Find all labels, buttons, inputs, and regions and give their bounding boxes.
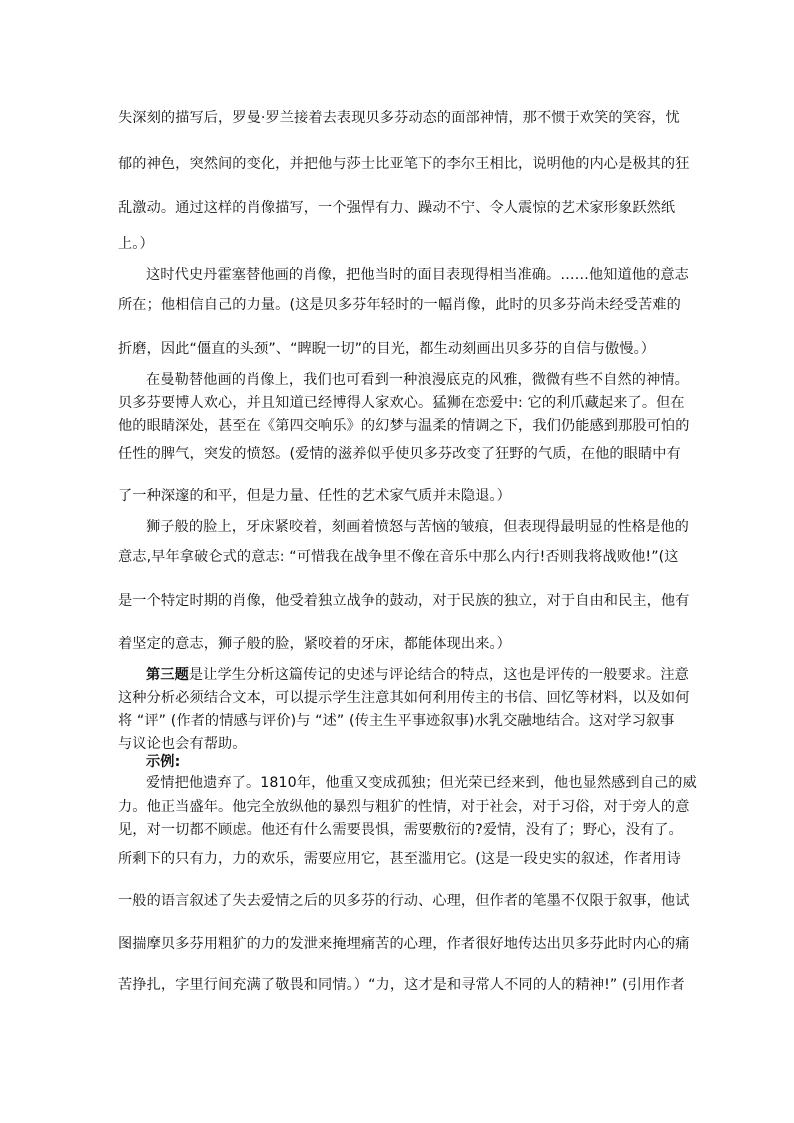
text-line: 将 “评” (作者的情感与评价)与 “述” (传主生平事迹叙事)水乳交融地结合。这对学习叙事 [118,713,675,729]
text-line: 见，对一切都不顾虑。他还有什么需要畏惧，需要敷衍的?爱情，没有了；野心，没有了。 [118,822,683,838]
text-line: 第三题是让学生分析这篇传记的史述与评论结合的特点，这也是评传的一般要求。注意 [146,667,689,683]
text-line: 这时代史丹霍塞替他画的肖像，把他当时的面目表现得相当准确。……他知道他的意志 [146,267,689,283]
text-line: 狮子般的脸上，牙床紧咬着，刻画着愤怒与苦恼的皱痕，但表现得最明显的性格是他的 [146,519,689,535]
text-line: 失深刻的描写后，罗曼·罗兰接着去表现贝多芬动态的面部神情，那不惯于欢笑的笑容，忧 [118,110,680,126]
text-line: 在曼勒替他画的肖像上，我们也可看到一种浪漫底克的风雅，微微有些不自然的神情。 [146,372,689,388]
text-line: 这种分析必须结合文本，可以提示学生注意其如何利用传主的书信、回忆等材料，以及如何 [118,690,690,706]
bold-lead: 第三题 [146,667,189,683]
text-line: 意志,早年拿破仑式的意志: “可惜我在战争里不像在音乐中那么内行!否则我将战败他!”(这 [118,549,679,565]
text-line: 是一个特定时期的肖像，他受着独立战争的鼓动，对于民族的独立，对于自由和民主，他有 [118,593,690,609]
text-line: 图揣摩贝多芬用粗犷的力的发泄来掩埋痛苦的心理，作者很好地传达出贝多芬此时内心的痛 [118,936,690,952]
text-line: 他的眼睛深处，甚至在《第四交响乐》的幻梦与温柔的情调之下，我们仍能感到那股可怕的 [118,418,690,434]
text-line: 苦挣扎，字里行间充满了敬畏和同情。）“力，这才是和寻常人不同的人的精神!” (引用作者 [118,977,685,993]
text-line: 着坚定的意志，狮子般的脸，紧咬着的牙床，都能体现出来。） [118,636,511,652]
example-label: 示例: [146,754,181,770]
text-line: 与议论也会有帮助。 [118,736,247,752]
text-line: 了一种深邃的和平，但是力量、任性的艺术家气质并未隐退。） [118,488,511,504]
text-line: 所剩下的只有力，力的欢乐，需要应用它，甚至滥用它。(这是一段史实的叙述，作者用诗 [118,851,681,867]
text-line: 郁的神色，突然间的变化，并把他与莎士比亚笔下的李尔王相比，说明他的内心是极其的狂 [118,156,690,172]
text-line: 上。） [118,236,154,252]
text-line: 一般的语言叙述了失去爱情之后的贝多芬的行动、心理，但作者的笔墨不仅限于叙事，他试 [118,893,690,909]
text-line: 所在；他相信自己的力量。(这是贝多芬年轻时的一幅肖像，此时的贝多芬尚未经受苦难的 [118,297,681,313]
text-line: 贝多芬要博人欢心，并且知道已经博得人家欢心。猛狮在恋爱中: 它的利爪藏起来了。但在 [118,395,685,411]
text-line: 乱激动。通过这样的肖像描写，一个强悍有力、躁动不宁、令人震惊的艺术家形象跃然纸 [118,200,676,216]
text-line: 任性的脾气，突发的愤怒。(爱情的滋养似乎使贝多芬改变了狂野的气质，在他的眼睛中有 [118,446,681,462]
text-line: 力。他正当盛年。他完全放纵他的暴烈与粗犷的性情，对于社会，对于习俗，对于旁人的意 [118,799,690,815]
text-line: 折磨，因此“僵直的头颈”、“睥睨一切”的目光，都生动刻画出贝多芬的自信与傲慢。） [118,341,656,357]
text-line: 爱情把他遗弃了。1810年，他重又变成孤独；但光荣已经来到，他也显然感到自己的威 [146,775,697,791]
